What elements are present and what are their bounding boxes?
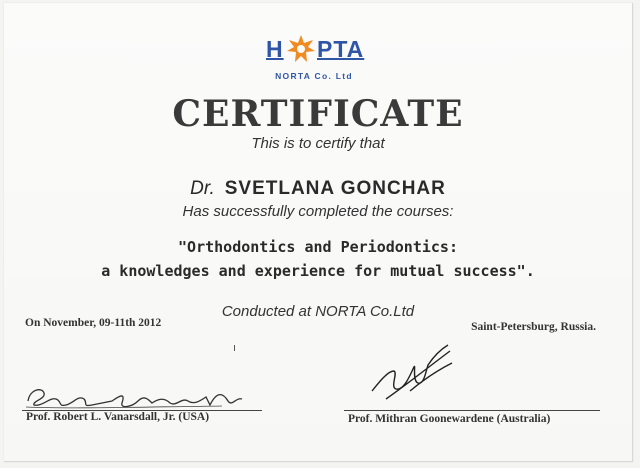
logo-company-name: NORTA Co. Ltd bbox=[275, 71, 353, 81]
conducted-line: Conducted at NORTA Co.Ltd bbox=[221, 303, 415, 320]
norta-logo bbox=[264, 34, 364, 84]
signature-line-right bbox=[344, 410, 600, 411]
certificate-sheet bbox=[4, 3, 633, 462]
logo-wordmark bbox=[264, 34, 364, 64]
recipient-prefix: Dr. bbox=[190, 178, 215, 199]
signatory-left: Prof. Robert L. Vanarsdall, Jr. (USA) bbox=[26, 411, 210, 423]
course-title-line-2: a knowledges and experience for mutual success". bbox=[101, 262, 535, 280]
course-title-line-1: "Orthodontics and Periodontics: bbox=[178, 238, 458, 256]
recipient-name: SVETLANA GONCHAR bbox=[224, 178, 446, 199]
logo-letters-left: H bbox=[266, 36, 284, 62]
course-date: On November, 09-11th 2012 bbox=[25, 317, 162, 329]
signature-right bbox=[366, 341, 456, 401]
recipient bbox=[4, 178, 632, 200]
course-title bbox=[4, 235, 632, 283]
logo-letters-right: PTA bbox=[317, 36, 365, 62]
certificate-title: CERTIFICATE bbox=[172, 93, 464, 135]
course-place: Saint-Petersburg, Russia. bbox=[471, 321, 596, 333]
ink-mark bbox=[234, 345, 235, 351]
completed-line: Has successfully completed the courses: bbox=[182, 203, 454, 220]
certify-line: This is to certify that bbox=[251, 135, 385, 152]
logo-star-icon bbox=[286, 34, 316, 64]
signature-left bbox=[22, 379, 262, 411]
signatory-right: Prof. Mithran Goonewardene (Australia) bbox=[348, 413, 551, 425]
